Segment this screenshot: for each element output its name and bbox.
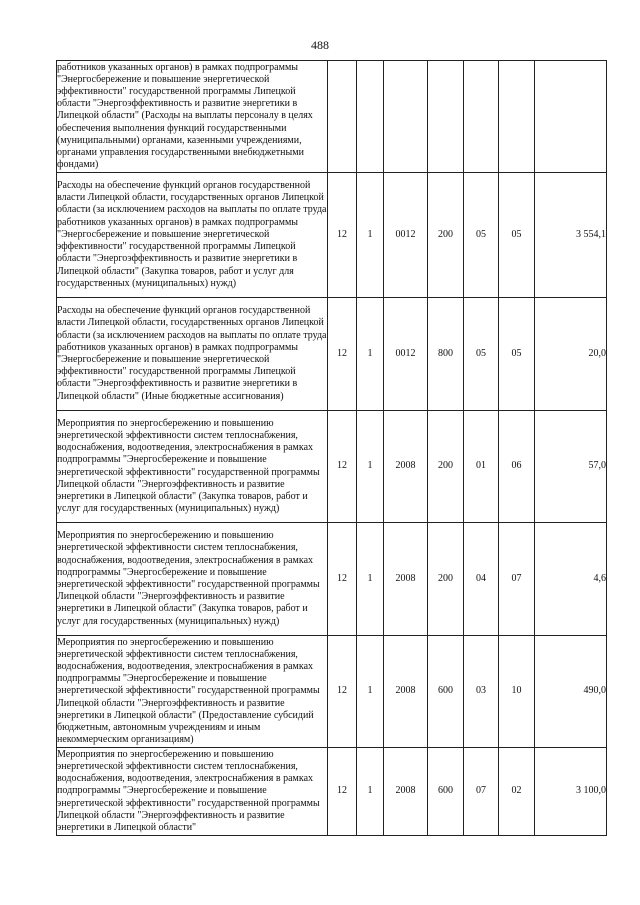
cell-amount: 20,0 [535,298,607,411]
cell-code-1: 12 [328,173,357,298]
table-row [57,636,607,748]
page-number: 488 [311,38,329,52]
cell-code-1: 12 [328,298,357,411]
cell-amount: 490,0 [535,636,607,748]
cell-code-6 [499,61,535,173]
cell-code-3: 2008 [384,636,428,748]
cell-code-5 [464,61,499,173]
cell-code-3: 2008 [384,523,428,636]
row-description: работников указанных органов) в рамках подпрограммы "Энергосбережение и повышение энергетической эффективности" государственной программы Липецкой области "Энергоэффективность и развитие энергетики в Липецкой области" (Расходы на выплаты персоналу в целях обеспечения выполнения функций государственными (муниципальными) органами, казенными учреждениями, органами управления государственными внебюджетными фондами) [57,61,328,173]
budget-table [56,60,607,836]
cell-code-5: 03 [464,636,499,748]
table-row [57,173,607,298]
table-row [57,298,607,411]
row-description: Расходы на обеспечение функций органов государственной власти Липецкой области, государственных органов Липецкой области (за исключением расходов на выплаты по оплате труда работников указанных органов) в рамках подпрограммы "Энергосбережение и повышение энергетической эффективности" государственной программы Липецкой области "Энергоэффективность и развитие энергетики в Липецкой области" (Иные бюджетные ассигнования) [57,298,328,411]
cell-code-1: 12 [328,523,357,636]
cell-code-2: 1 [357,523,384,636]
cell-code-5: 04 [464,523,499,636]
table-row [57,523,607,636]
cell-code-2 [357,61,384,173]
cell-code-6: 02 [499,748,535,836]
cell-code-5: 05 [464,298,499,411]
cell-code-3: 2008 [384,411,428,523]
cell-code-6: 07 [499,523,535,636]
cell-code-4: 200 [428,411,464,523]
cell-code-5: 05 [464,173,499,298]
cell-code-3 [384,61,428,173]
cell-amount [535,61,607,173]
cell-amount: 4,6 [535,523,607,636]
cell-code-2: 1 [357,173,384,298]
cell-amount: 3 100,0 [535,748,607,836]
cell-code-6: 05 [499,298,535,411]
cell-code-2: 1 [357,298,384,411]
table-row [57,61,607,173]
cell-code-4: 600 [428,748,464,836]
cell-code-6: 06 [499,411,535,523]
cell-code-3: 0012 [384,173,428,298]
table-row [57,411,607,523]
cell-code-3: 0012 [384,298,428,411]
cell-code-4: 200 [428,523,464,636]
cell-amount: 3 554,1 [535,173,607,298]
cell-code-2: 1 [357,636,384,748]
cell-code-2: 1 [357,748,384,836]
cell-amount: 57,0 [535,411,607,523]
cell-code-2: 1 [357,411,384,523]
table-row [57,748,607,836]
cell-code-3: 2008 [384,748,428,836]
row-description: Мероприятия по энергосбережению и повышению энергетической эффективности систем теплоснабжения, водоснабжения, водоотведения, электроснабжения в рамках подпрограммы "Энергосбережение и повышение энергетической эффективности" государственной программы Липецкой области "Энергоэффективность и развитие энергетики в Липецкой области" (Предоставление субсидий бюджетным, автономным учреждениям и иным некоммерческим организациям) [57,636,328,748]
cell-code-1: 12 [328,411,357,523]
cell-code-4: 600 [428,636,464,748]
cell-code-1 [328,61,357,173]
cell-code-5: 01 [464,411,499,523]
cell-code-5: 07 [464,748,499,836]
cell-code-6: 10 [499,636,535,748]
cell-code-1: 12 [328,748,357,836]
cell-code-1: 12 [328,636,357,748]
cell-code-4 [428,61,464,173]
cell-code-4: 800 [428,298,464,411]
row-description: Мероприятия по энергосбережению и повышению энергетической эффективности систем теплоснабжения, водоснабжения, водоотведения, электроснабжения в рамках подпрограммы "Энергосбережение и повышение энергетической эффективности" государственной программы Липецкой области "Энергоэффективность и развитие энергетики в Липецкой области" [57,748,328,836]
cell-code-4: 200 [428,173,464,298]
cell-code-6: 05 [499,173,535,298]
row-description: Мероприятия по энергосбережению и повышению энергетической эффективности систем теплоснабжения, водоснабжения, водоотведения, электроснабжения в рамках подпрограммы "Энергосбережение и повышение энергетической эффективности" государственной программы Липецкой области "Энергоэффективность и развитие энергетики в Липецкой области" (Закупка товаров, работ и услуг для государственных (муниципальных) нужд) [57,523,328,636]
row-description: Мероприятия по энергосбережению и повышению энергетической эффективности систем теплоснабжения, водоснабжения, водоотведения, электроснабжения в рамках подпрограммы "Энергосбережение и повышение энергетической эффективности" государственной программы Липецкой области "Энергоэффективность и развитие энергетики в Липецкой области" (Закупка товаров, работ и услуг для государственных (муниципальных) нужд) [57,411,328,523]
row-description: Расходы на обеспечение функций органов государственной власти Липецкой области, государственных органов Липецкой области (за исключением расходов на выплаты по оплате труда работников указанных органов) в рамках подпрограммы "Энергосбережение и повышение энергетической эффективности" государственной программы Липецкой области "Энергоэффективность и развитие энергетики в Липецкой области" (Закупка товаров, работ и услуг для государственных (муниципальных) нужд) [57,173,328,298]
